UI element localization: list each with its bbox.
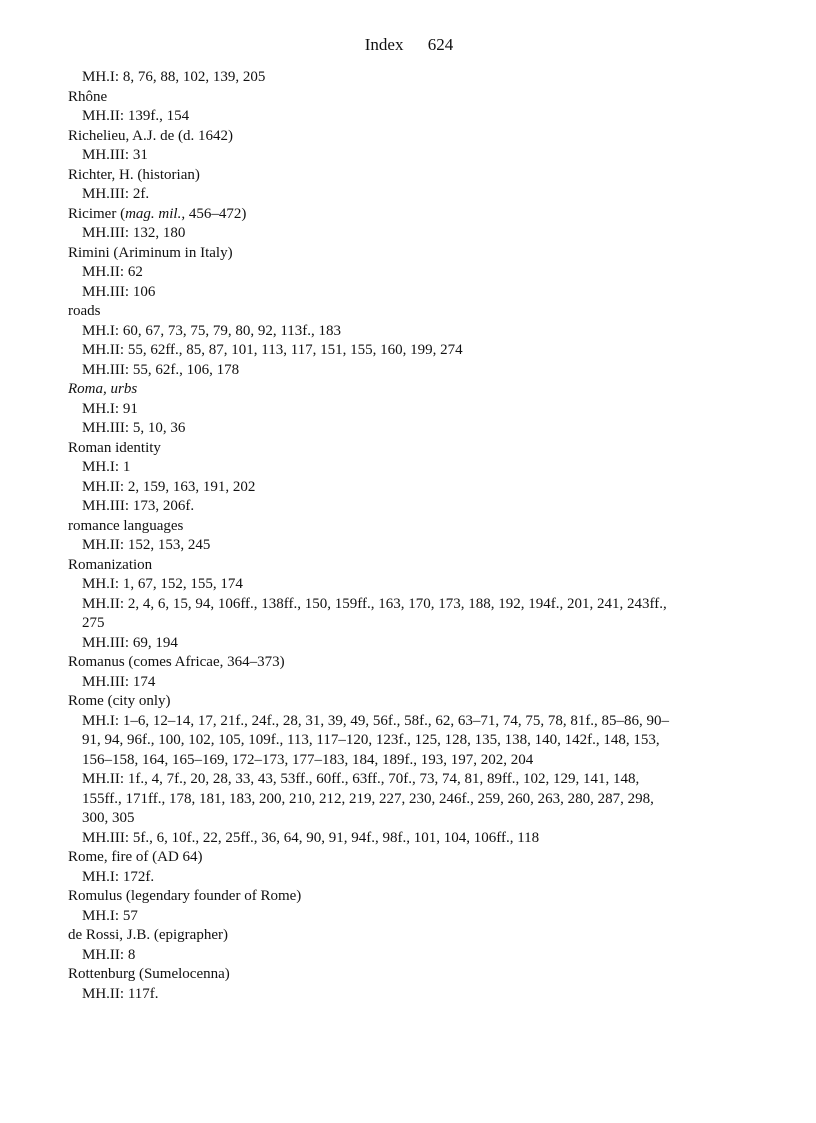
index-headword: roads	[68, 303, 101, 319]
index-locator-line: MH.III: 174	[82, 673, 156, 690]
headword-text: Ricimer (	[68, 205, 126, 222]
index-entries	[68, 68, 758, 1004]
index-locator-line: MH.III: 31	[82, 147, 148, 163]
index-locator-line: MH.II: 1f., 4, 7f., 20, 28, 33, 43, 53ff., 60ff., 63ff., 70f., 73, 74, 81, 89ff., 102, 129, 141, 148,	[82, 771, 640, 787]
index-locator-line: 155ff., 171ff., 178, 181, 183, 200, 210, 212, 219, 227, 230, 246f., 259, 260, 263, 280, 287, 298,	[82, 790, 654, 807]
index-locator-line: MH.II: 62	[82, 264, 143, 280]
index-locator-line: MH.II: 8	[82, 946, 136, 963]
index-locator-line: MH.III: 55, 62f., 106, 178	[82, 361, 240, 378]
running-head-title: Index	[364, 35, 404, 54]
index-headword: Richelieu, A.J. de (d. 1642)	[68, 127, 233, 144]
index-headword: Roman identity	[68, 439, 161, 456]
index-locator-line: MH.II: 152, 153, 245	[82, 537, 211, 553]
index-headword: Rome (city only)	[68, 693, 171, 709]
index-locator-line: 91, 94, 96f., 100, 102, 105, 109f., 113, 117–120, 123f., 125, 128, 135, 138, 140, 142f., 148, 153,	[82, 732, 660, 748]
page-header	[0, 34, 816, 56]
index-headword: de Rossi, J.B. (epigrapher)	[68, 927, 228, 943]
index-locator-line: 275	[82, 615, 105, 631]
index-locator-line: MH.II: 139f., 154	[82, 108, 190, 124]
index-locator-line: MH.I: 1–6, 12–14, 17, 21f., 24f., 28, 31, 39, 49, 56f., 58f., 62, 63–71, 74, 75, 78, 81f., 85–86, 90–	[82, 712, 670, 729]
index-locator-line: MH.III: 2f.	[82, 186, 150, 202]
index-locator-line: 156–158, 164, 165–169, 172–173, 177–183, 184, 189f., 193, 197, 202, 204	[82, 751, 534, 768]
index-locator-line: MH.III: 132, 180	[82, 225, 186, 241]
index-locator-line: MH.I: 57	[82, 907, 138, 924]
headword-text: 456–472)	[185, 205, 247, 222]
index-locator-line: MH.III: 5f., 6, 10f., 22, 25ff., 36, 64, 90, 91, 94f., 98f., 101, 104, 106ff., 118	[82, 829, 540, 846]
index-locator-line: MH.I: 172f.	[82, 868, 155, 885]
index-locator-line: MH.II: 2, 4, 6, 15, 94, 106ff., 138ff., 150, 159ff., 163, 170, 173, 188, 192, 194f., 201, 241, 243ff.,	[82, 595, 667, 612]
index-locator-line: 300, 305	[82, 810, 135, 826]
index-headword: Richter, H. (historian)	[68, 166, 200, 183]
index-headword: romance languages	[68, 517, 184, 534]
index-headword: Rottenburg (Sumelocenna)	[68, 966, 230, 982]
index-headword: Romulus (legendary founder of Rome)	[68, 888, 302, 904]
index-locator-line: MH.II: 117f.	[82, 985, 159, 1002]
headword-italic-text: mag. mil.,	[125, 205, 186, 222]
index-locator-line: MH.III: 106	[82, 283, 156, 300]
index-locator-line: MH.I: 91	[82, 400, 138, 417]
index-locator-line: MH.I: 1, 67, 152, 155, 174	[82, 576, 243, 592]
index-headword: Romanization	[68, 556, 153, 573]
index-headword: Rome, fire of (AD 64)	[68, 849, 203, 865]
index-locator-line: MH.I: 60, 67, 73, 75, 79, 80, 92, 113f., 183	[82, 322, 342, 339]
index-headword: Romanus (comes Africae, 364–373)	[68, 654, 285, 670]
index-locator-line: MH.III: 69, 194	[82, 634, 178, 651]
index-locator-line: MH.I: 8, 76, 88, 102, 139, 205	[82, 69, 266, 85]
index-locator-line: MH.II: 55, 62ff., 85, 87, 101, 113, 117, 151, 155, 160, 199, 274	[82, 342, 463, 358]
index-locator-line: MH.III: 5, 10, 36	[82, 420, 186, 436]
page-number: 624	[427, 35, 454, 54]
index-headword: Roma, urbs	[68, 381, 138, 397]
index-locator-line: MH.I: 1	[82, 459, 131, 475]
index-headword	[68, 205, 758, 225]
index-headword: Rimini (Ariminum in Italy)	[68, 244, 233, 261]
index-headword: Rhône	[68, 88, 108, 105]
index-locator-line: MH.III: 173, 206f.	[82, 498, 195, 514]
index-locator-line: MH.II: 2, 159, 163, 191, 202	[82, 478, 256, 495]
